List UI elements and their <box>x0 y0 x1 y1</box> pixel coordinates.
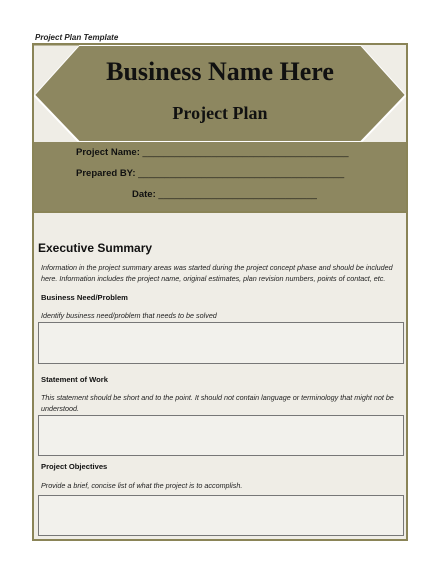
statement-of-work-textbox[interactable] <box>38 415 404 456</box>
project-objectives-instruction: Provide a brief, concise list of what the project is to accomplish. <box>41 481 243 490</box>
prepared-by-label: Prepared BY: <box>76 168 136 179</box>
project-name-line[interactable]: _______________________________________ <box>142 147 349 158</box>
business-need-textbox[interactable] <box>38 322 404 364</box>
date-label: Date: <box>132 189 156 200</box>
header-divider <box>34 211 406 213</box>
project-objectives-textbox[interactable] <box>38 495 404 536</box>
project-plan-heading: Project Plan <box>172 103 268 123</box>
document-frame <box>32 43 408 541</box>
project-name-row[interactable] <box>76 147 349 158</box>
executive-summary-intro: Information in the project summary areas was started during the project concept phase and should be included here. Information includes the project name, original estimates, plan revision numbers, points of contact, etc. <box>41 263 393 283</box>
business-need-heading: Business Need/Problem <box>41 293 128 302</box>
statement-of-work-instruction: This statement should be short and to the point. It should not contain language or terminology that might not be understood. <box>41 393 394 413</box>
date-row[interactable] <box>132 189 317 200</box>
business-need-instruction: Identify business need/problem that needs to be solved <box>41 311 217 320</box>
date-line[interactable]: ______________________________ <box>158 189 317 200</box>
project-name-label: Project Name: <box>76 147 140 158</box>
executive-summary-title: Executive Summary <box>38 241 153 255</box>
template-label: Project Plan Template <box>35 33 119 42</box>
project-objectives-heading: Project Objectives <box>41 462 108 471</box>
project-info-band <box>34 142 406 211</box>
business-name-heading: Business Name Here <box>106 57 334 86</box>
statement-of-work-heading: Statement of Work <box>41 375 108 384</box>
prepared-by-row[interactable] <box>76 168 344 179</box>
prepared-by-line[interactable]: _______________________________________ <box>138 168 345 179</box>
